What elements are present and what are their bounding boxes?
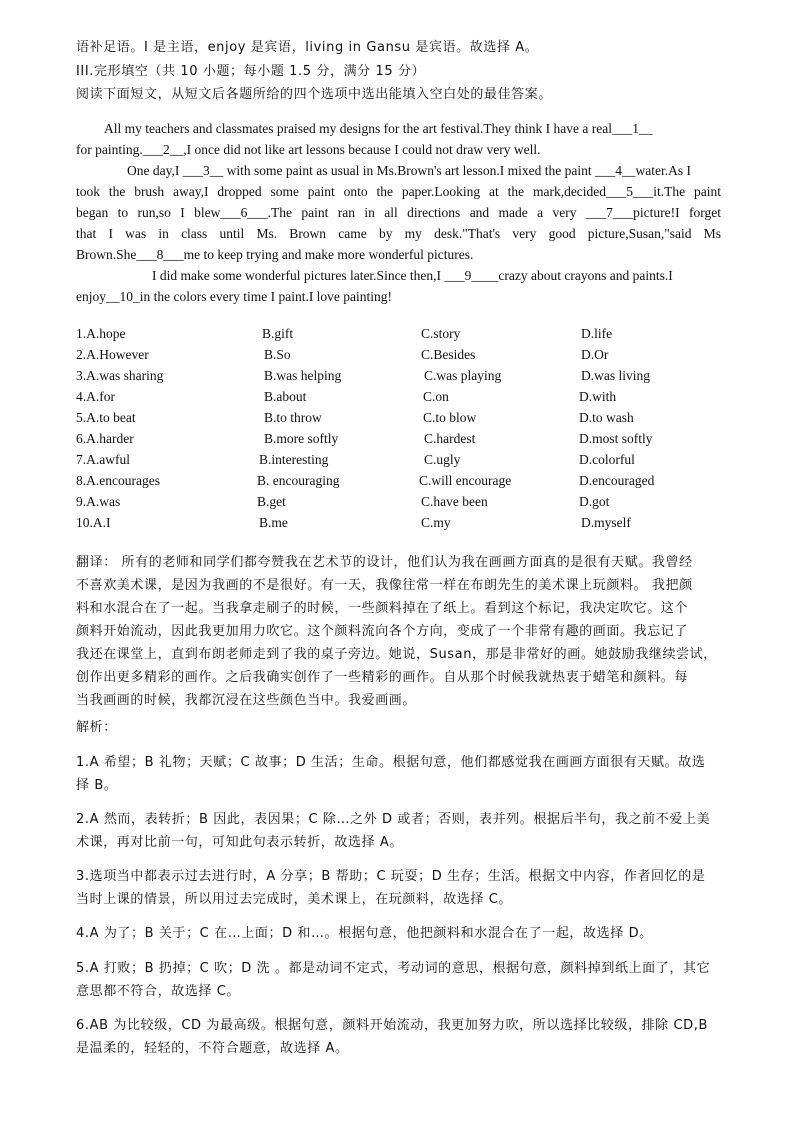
option-d: D.got [579, 494, 610, 509]
section-title: III.完形填空（共 10 小题；每小题 1.5 分，满分 15 分） [76, 64, 426, 79]
option-c: C.ugly [424, 452, 461, 467]
option-d: D.Or [581, 347, 609, 362]
option-a: 5.A.to beat [76, 410, 136, 425]
passage-line: All my teachers and classmates praised my designs for the art festival.They think I have a real___1__ [104, 121, 653, 136]
analysis-line: 当时上课的情景，所以用过去完成时，美术课上，在玩颜料，故选择 C。 [76, 892, 513, 907]
option-b: B.me [259, 515, 288, 530]
passage-line: began to run,so I blew___6___.The paint ran in all directions and made a very ___7___picture!I forget [76, 205, 721, 220]
option-c: C.have been [421, 494, 488, 509]
option-b: B.interesting [259, 452, 329, 467]
analysis-line: 2.A 然而，表转折；B 因此，表因果；C 除…之外 D 或者；否则，表并列。根据后半句，我之前不爱上美 [76, 812, 711, 827]
translation-line: 当我画画的时候，我都沉浸在这些颜色当中。我爱画画。 [76, 693, 417, 708]
option-c: C.my [421, 515, 451, 530]
option-a: 2.A.However [76, 347, 149, 362]
option-b: B.more softly [264, 431, 339, 446]
passage-line: I did make some wonderful pictures later.Since then,I ___9____crazy about crayons and paints.I [152, 268, 673, 283]
passage-line: took the brush away,I dropped some paint onto the paper.Looking at the mark,decided___5___it.The paint [76, 184, 721, 199]
option-a: 7.A.awful [76, 452, 130, 467]
passage-line: One day,I ___3__ with some paint as usual in Ms.Brown's art lesson.I mixed the paint ___4__water.As I [127, 163, 691, 178]
passage-line: for painting.___2__,I once did not like art lessons because I could not draw very well. [76, 142, 541, 157]
analysis-line: 意思都不符合，故选择 C。 [76, 984, 241, 999]
translation-line: 翻译： 所有的老师和同学们都夸赞我在艺术节的设计，他们认为我在画画方面真的是很有天赋。我曾经 [76, 555, 693, 570]
instruction: 阅读下面短文，从短文后各题所给的四个选项中选出能填入空白处的最佳答案。 [76, 87, 553, 102]
option-a: 4.A.for [76, 389, 115, 404]
option-d: D.to wash [579, 410, 634, 425]
option-a: 6.A.harder [76, 431, 134, 446]
option-b: B. encouraging [257, 473, 340, 488]
option-a: 9.A.was [76, 494, 121, 509]
analysis-line: 6.AB 为比较级，CD 为最高级。根据句意，颜料开始流动，我更加努力吹，所以选择比较级，排除 CD,B [76, 1018, 709, 1033]
translation-line: 创作出更多精彩的画作。之后我确实创作了一些精彩的画作。自从那个时候我就热衷于蜡笔和颜料。每 [76, 670, 689, 685]
analysis-line: 4.A 为了；B 关于；C 在…上面；D 和…。根据句意，他把颜料和水混合在了一起，故选择 D。 [76, 926, 653, 941]
analysis-line: 择 B。 [76, 778, 118, 793]
option-d: D.myself [581, 515, 631, 530]
analysis-line: 术课，再对比前一句，可知此句表示转折，故选择 A。 [76, 835, 404, 850]
option-d: D.life [581, 326, 613, 341]
translation-line: 不喜欢美术课，是因为我画的不是很好。有一天，我像往常一样在布朗先生的美术课上玩颜料。 我把颜 [76, 578, 693, 593]
analysis-line: 3.选项当中都表示过去进行时，A 分享；B 帮助；C 玩耍；D 生存；生活。根据文中内容，作者回忆的是 [76, 869, 706, 884]
option-a: 1.A.hope [76, 326, 126, 341]
option-c: C.will encourage [419, 473, 512, 488]
option-a: 10.A.I [76, 515, 111, 530]
option-c: C.hardest [424, 431, 476, 446]
analysis-line: 1.A 希望；B 礼物；天赋；C 故事；D 生活；生命。根据句意，他们都感觉我在画画方面很有天赋。故选 [76, 755, 706, 770]
option-d: D.colorful [579, 452, 635, 467]
option-b: B.So [264, 347, 291, 362]
translation-line: 我还在课堂上，直到布朗老师走到了我的桌子旁边。她说，Susan，那是非常好的画。她鼓励我继续尝试， [76, 647, 717, 662]
option-d: D.encouraged [579, 473, 655, 488]
option-a: 3.A.was sharing [76, 368, 164, 383]
option-b: B.about [264, 389, 307, 404]
option-c: C.was playing [424, 368, 502, 383]
translation-line: 料和水混合在了一起。当我拿走刷子的时候，一些颜料掉在了纸上。看到这个标记，我决定吹它。这个 [76, 601, 689, 616]
option-d: D.most softly [579, 431, 653, 446]
analysis-line: 5.A 打败；B 扔掉；C 吹；D 洗 。都是动词不定式，考动词的意思，根据句意，颜料掉到纸上面了，其它 [76, 961, 711, 976]
option-b: B.to throw [264, 410, 322, 425]
analysis-title: 解析： [76, 720, 117, 735]
option-d: D.with [579, 389, 617, 404]
option-b: B.get [257, 494, 286, 509]
analysis-line: 是温柔的，轻轻的，不符合题意，故选择 A。 [76, 1041, 349, 1056]
passage-line: Brown.She___8___me to keep trying and make more wonderful pictures. [76, 247, 474, 262]
passage-line: enjoy__10_in the colors every time I paint.I love painting! [76, 289, 393, 304]
option-b: B.was helping [264, 368, 342, 383]
translation-line: 颜料开始流动，因此我更加用力吹它。这个颜料流向各个方向，变成了一个非常有趣的画面。我忘记了 [76, 624, 689, 639]
option-b: B.gift [262, 326, 294, 341]
option-c: C.to blow [423, 410, 477, 425]
passage-line: that I was in class until Ms. Brown came by my desk."That's very good picture,Susan,"said Ms [76, 226, 721, 241]
option-c: C.Besides [421, 347, 476, 362]
option-d: D.was living [581, 368, 650, 383]
option-c: C.on [423, 389, 449, 404]
option-c: C.story [421, 326, 461, 341]
top-note: 语补足语。I 是主语，enjoy 是宾语，living in Gansu 是宾语。故选择 A。 [76, 40, 539, 55]
option-a: 8.A.encourages [76, 473, 160, 488]
